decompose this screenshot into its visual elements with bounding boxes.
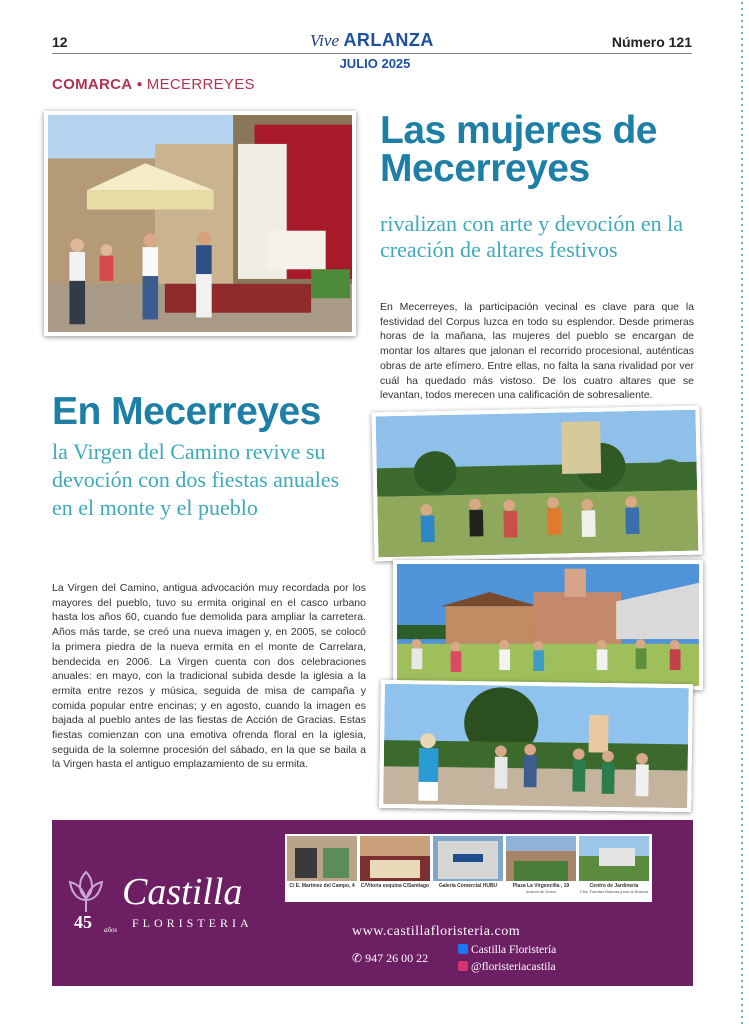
anniversary-label: años (104, 926, 118, 934)
instagram-icon (458, 961, 468, 971)
article1-title: Las mujeres de Mecerreyes (380, 109, 657, 190)
store-caption-detail: Aranda de Duero (525, 889, 557, 894)
phone-number (352, 951, 428, 966)
masthead-vive: Vive (310, 31, 339, 50)
store-caption: Plaza La Virgencilla , 19 (512, 883, 570, 889)
facebook-icon (458, 944, 468, 954)
page-edge-decoration (741, 0, 743, 1024)
facebook-link[interactable] (458, 944, 556, 956)
masthead-name: ARLANZA (343, 30, 434, 50)
article2-title: En Mecerreyes (52, 390, 321, 433)
store-photo (506, 836, 576, 881)
facebook-text: Castilla Floristería (471, 944, 557, 956)
header-divider (52, 53, 692, 54)
article1-subtitle: rivalizan con arte y devoción en la creación de altares festivos (380, 211, 683, 262)
instagram-text: @floristeriacastila (471, 961, 556, 973)
store-photo (433, 836, 503, 881)
store-item (287, 836, 357, 900)
chapel-dance-photo (393, 560, 703, 690)
section-separator-dot: ● (136, 79, 143, 90)
section-category: COMARCA (52, 76, 133, 93)
store-photos-strip (285, 834, 652, 902)
anniversary-years: 45 (74, 912, 92, 932)
store-caption: Galería Comercial HUBU (438, 883, 498, 889)
article2-body: La Virgen del Camino, antigua advocación muy recordada por los mayores del pueblo, tuvo su ermita original en el casco urbano hasta los años 60, cuando fue demolida para ampliar la carretera. Años más tarde, se creó una nueva imagen y, en 2005, se colocó la primera piedra de la nueva ermita en el monte de Carrelara, bendecida en 2006. La Virgen cuenta con dos celebraciones anuales: en mayo, con la tradicional subida desde la iglesia a la ermita entre rezos y música, seguida de misa de campaña y comida popular entre encinas; y en agosto, cuando la imagen es bajada al pueblo antes de las fiestas de Acción de Gracias. Estas fiestas comienzan con una emotiva ofrenda floral en la iglesia, seguida de la solemne procesión del sábado, en la que se baila a la Virgen hasta el antiguo emplazamiento de su ermita. (52, 582, 366, 771)
procession-field-photo (371, 406, 702, 562)
store-item (506, 836, 576, 900)
store-item (433, 836, 503, 900)
store-photo (579, 836, 649, 881)
flower-logo-icon (66, 868, 106, 914)
issue-number: Número 121 (611, 34, 692, 50)
article1-body: En Mecerreyes, la participación vecinal es clave para que la festividad del Corpus luzca en todo su esplendor. Desde primeras horas de la mañana, las mujeres del pueblo se encargan de montar los altares que jalonan el recorrido procesional, auténticas obras de arte efímero. Entre ellas, no falta la sana rivalidad por ver cuál ha quedado más vistoso. De los cuatro altares que se levantan, todos merecen una calificación de sobresaliente. (380, 301, 694, 402)
phone-icon: ✆ (352, 951, 366, 965)
store-caption-detail: Ctra. Fuentes Blancas junto al Bulevar (579, 889, 649, 894)
store-item (360, 836, 430, 900)
masthead (302, 30, 442, 51)
brand-name: Castilla (122, 871, 243, 913)
virgin-dance-photo (379, 680, 693, 812)
store-caption: C/ E. Martínez del Campo, 4 (289, 883, 355, 889)
section-location: MECERREYES (146, 76, 255, 93)
store-caption: Centro de Jardinería (589, 883, 639, 889)
website-link[interactable]: www.castillafloristeria.com (352, 924, 521, 939)
store-caption: C/Vitoria esquina C/Santiago (360, 883, 430, 889)
brand-subtitle: FLORISTERIA (132, 916, 253, 930)
altar-photo (44, 111, 356, 336)
store-photo (360, 836, 430, 881)
store-photo (287, 836, 357, 881)
section-label (52, 76, 255, 93)
phone-text: 947 26 00 22 (365, 951, 429, 965)
page-number: 12 (52, 34, 68, 50)
store-item (579, 836, 649, 900)
article2-subtitle: la Virgen del Camino revive su devoción con dos fiestas anuales en el monte y el pueblo (52, 439, 340, 520)
floristeria-ad (52, 820, 693, 986)
instagram-link[interactable] (458, 961, 556, 973)
issue-date: JULIO 2025 (339, 56, 411, 71)
